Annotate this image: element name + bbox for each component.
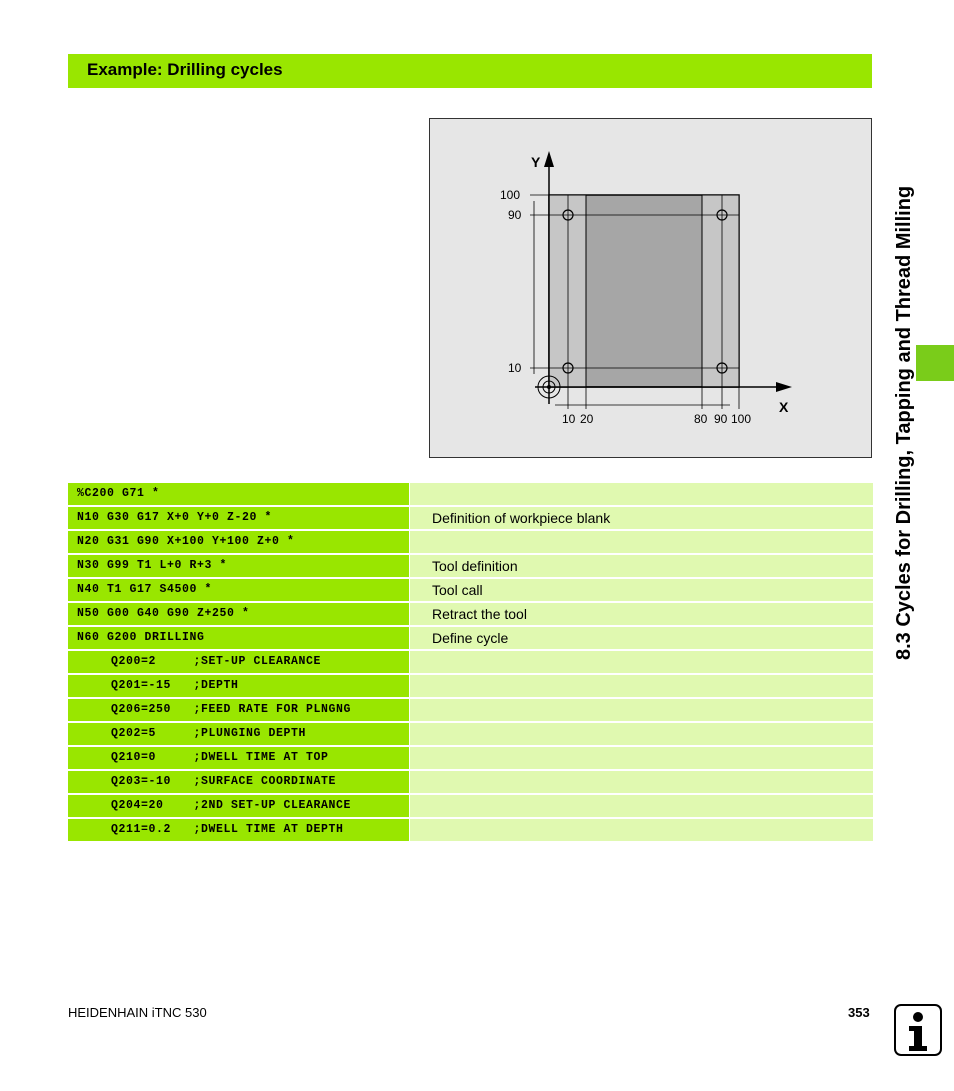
footer-product: HEIDENHAIN iTNC 530 (68, 1005, 207, 1020)
program-row (68, 603, 873, 625)
nc-description-cell (410, 819, 873, 841)
y-tick-label: 90 (508, 208, 522, 222)
y-tick-label: 100 (500, 188, 521, 202)
nc-code-cell: N50 G00 G40 G90 Z+250 * (68, 603, 409, 625)
section-title: Example: Drilling cycles (87, 60, 283, 79)
nc-description-cell (410, 531, 873, 553)
program-row (68, 531, 873, 553)
nc-code-cell: Q200=2 ;SET-UP CLEARANCE (68, 651, 409, 673)
nc-description-cell: Tool call (410, 579, 873, 601)
info-icon (894, 1004, 942, 1056)
x-tick-label: 90 (714, 412, 728, 426)
nc-code-cell: Q202=5 ;PLUNGING DEPTH (68, 723, 409, 745)
nc-description-cell (410, 795, 873, 817)
nc-description-cell (410, 771, 873, 793)
x-tick-label: 80 (694, 412, 708, 426)
nc-code-cell: %C200 G71 * (68, 483, 409, 505)
program-row (68, 819, 873, 841)
nc-code-cell: Q201=-15 ;DEPTH (68, 675, 409, 697)
program-row (68, 555, 873, 577)
program-row (68, 627, 873, 649)
program-row (68, 507, 873, 529)
section-header-bar (68, 54, 872, 88)
x-axis-arrow (776, 382, 792, 392)
nc-description-cell: Tool definition (410, 555, 873, 577)
nc-code-cell: N20 G31 G90 X+100 Y+100 Z+0 * (68, 531, 409, 553)
nc-description-cell (410, 699, 873, 721)
y-axis-arrow (544, 151, 554, 167)
program-row (68, 483, 873, 505)
nc-code-cell: Q211=0.2 ;DWELL TIME AT DEPTH (68, 819, 409, 841)
side-tab-marker (916, 345, 954, 381)
program-row (68, 723, 873, 745)
diagram-svg (430, 119, 871, 457)
y-axis-label: Y (531, 154, 541, 170)
y-tick-label: 10 (508, 361, 522, 375)
nc-description-cell: Retract the tool (410, 603, 873, 625)
nc-code-cell: Q210=0 ;DWELL TIME AT TOP (68, 747, 409, 769)
nc-description-cell: Definition of workpiece blank (410, 507, 873, 529)
workpiece-left-strip (549, 195, 586, 387)
nc-description-cell (410, 723, 873, 745)
nc-description-cell: Define cycle (410, 627, 873, 649)
x-tick-label: 20 (580, 412, 594, 426)
program-row (68, 651, 873, 673)
nc-code-cell: N60 G200 DRILLING (68, 627, 409, 649)
nc-description-cell (410, 651, 873, 673)
drilling-diagram (429, 118, 872, 458)
program-row (68, 771, 873, 793)
nc-description-cell (410, 675, 873, 697)
x-tick-label: 100 (731, 412, 752, 426)
program-row (68, 699, 873, 721)
page-number: 353 (848, 1005, 870, 1020)
program-row (68, 795, 873, 817)
nc-code-cell: N40 T1 G17 S4500 * (68, 579, 409, 601)
nc-code-cell: Q204=20 ;2ND SET-UP CLEARANCE (68, 795, 409, 817)
nc-code-cell: Q203=-10 ;SURFACE COORDINATE (68, 771, 409, 793)
program-row (68, 747, 873, 769)
chapter-side-title: 8.3 Cycles for Drilling, Tapping and Thread Milling (893, 185, 915, 660)
nc-code-cell: N10 G30 G17 X+0 Y+0 Z-20 * (68, 507, 409, 529)
x-axis-label: X (779, 399, 789, 415)
nc-description-cell (410, 483, 873, 505)
nc-description-cell (410, 747, 873, 769)
program-table (68, 483, 873, 843)
nc-code-cell: Q206=250 ;FEED RATE FOR PLNGNG (68, 699, 409, 721)
nc-code-cell: N30 G99 T1 L+0 R+3 * (68, 555, 409, 577)
workpiece-right-strip (702, 195, 739, 387)
program-row (68, 675, 873, 697)
program-row (68, 579, 873, 601)
x-tick-label: 10 (562, 412, 576, 426)
